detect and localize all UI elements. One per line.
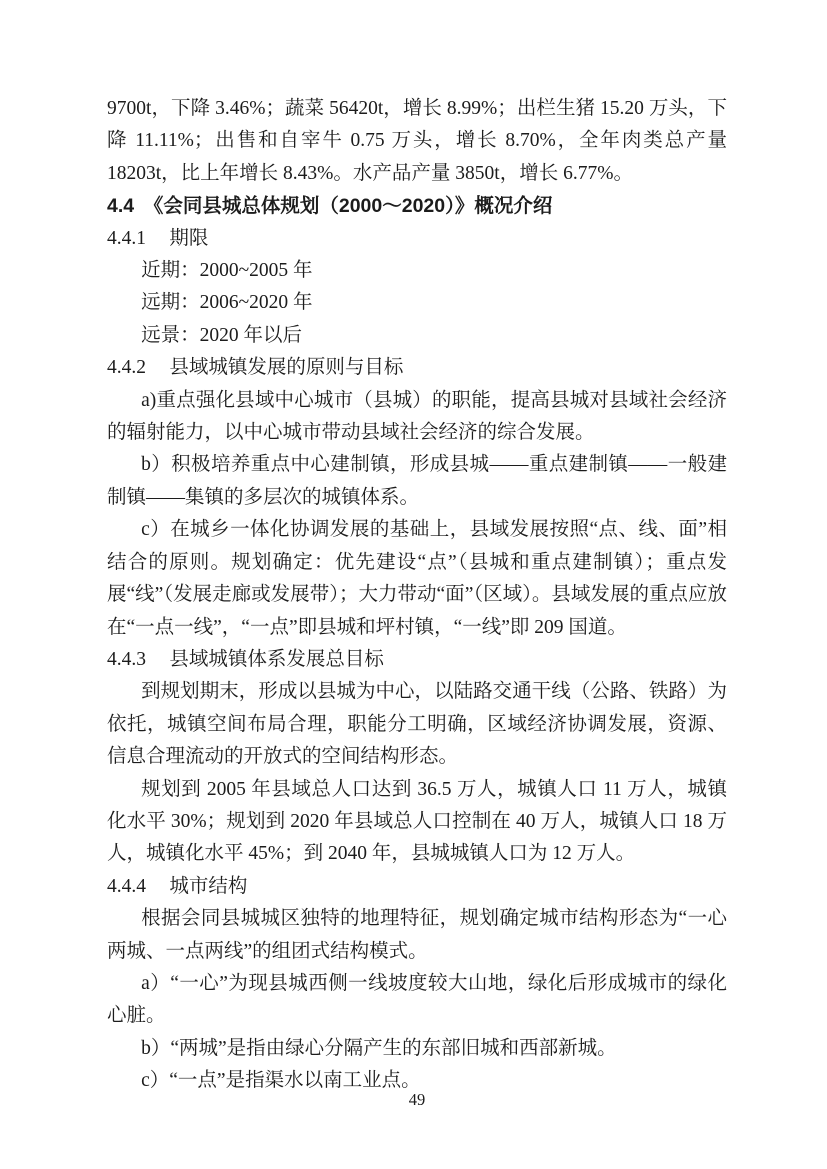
section-heading	[107, 190, 727, 222]
paragraph: a）“一心”为现县城西侧一线坡度较大山地，绿化后形成城市的绿化心脏。	[107, 972, 727, 1027]
paragraph: 9700t，下降 3.46%；蔬菜 56420t，增长 8.99%；出栏生猪 15.20 万头，下降 11.11%；出售和自宰牛 0.75 万头，增长 8.70%，全年肉类总产量 18203t，比上年增长 8.43%。水产品产量 3850t，增长 6.77%。	[107, 98, 727, 184]
term-line: 远期：2006~2020 年	[141, 292, 313, 314]
subsection-heading	[107, 223, 727, 255]
subsection-heading	[107, 352, 727, 384]
heading-number: 4.4.3	[107, 648, 146, 670]
subsection-heading	[107, 644, 727, 676]
heading-title: 县域城镇体系发展总目标	[169, 648, 384, 670]
heading-number: 4.4.4	[107, 875, 146, 897]
paragraph: b）积极培养重点中心建制镇，形成县城——重点建制镇——一般建制镇——集镇的多层次的城镇体系。	[107, 454, 727, 508]
paragraph: a)重点强化县域中心城市（县城）的职能，提高县城对县域社会经济的辐射能力，以中心城市带动县域社会经济的综合发展。	[107, 389, 727, 444]
paragraph: 到规划期末，形成以县城为中心，以陆路交通干线（公路、铁路）为依托，城镇空间布局合理，职能分工明确，区域经济协调发展，资源、信息合理流动的开放式的空间结构形态。	[107, 681, 727, 768]
heading-number: 4.4.1	[107, 227, 146, 249]
term-line: 近期：2000~2005 年	[141, 260, 313, 282]
heading-number: 4.4.2	[107, 357, 146, 379]
heading-title: 期限	[169, 227, 209, 249]
paragraph: c）“一点”是指渠水以南工业点。	[141, 1070, 421, 1092]
paragraph: c）在城乡一体化协调发展的基础上，县域发展按照“点、线、面”相结合的原则。规划确定：优先建设“点”（县城和重点建制镇）；重点发展“线”（发展走廊或发展带）；大力带动“面”（区域）。县域发展的重点应放在“一点一线”，“一点”即县城和坪村镇，“一线”即 209 国道。	[107, 519, 727, 638]
page-number: 49	[408, 1090, 426, 1109]
heading-title: 县域城镇发展的原则与目标	[169, 357, 404, 379]
subsection-heading	[107, 871, 727, 903]
heading-number: 4.4	[107, 195, 135, 218]
document-content	[107, 93, 727, 1098]
paragraph: 根据会同县城城区独特的地理特征，规划确定城市结构形态为“一心两城、一点两线”的组团式结构模式。	[107, 908, 727, 962]
heading-title: 《会同县城总体规划（2000～2020）》概况介绍	[143, 195, 553, 218]
term-line: 远景：2020 年以后	[141, 324, 303, 346]
paragraph: 规划到 2005 年县域总人口达到 36.5 万人，城镇人口 11 万人，城镇化水平 30%；规划到 2020 年县域总人口控制在 40 万人，城镇人口 18 万人，城镇化水平 45%；到 2040 年，县城城镇人口为 12 万人。	[107, 778, 727, 865]
heading-title: 城市结构	[169, 875, 248, 897]
paragraph: b）“两城”是指由绿心分隔产生的东部旧城和西部新城。	[141, 1037, 617, 1059]
page-footer	[107, 1090, 727, 1110]
